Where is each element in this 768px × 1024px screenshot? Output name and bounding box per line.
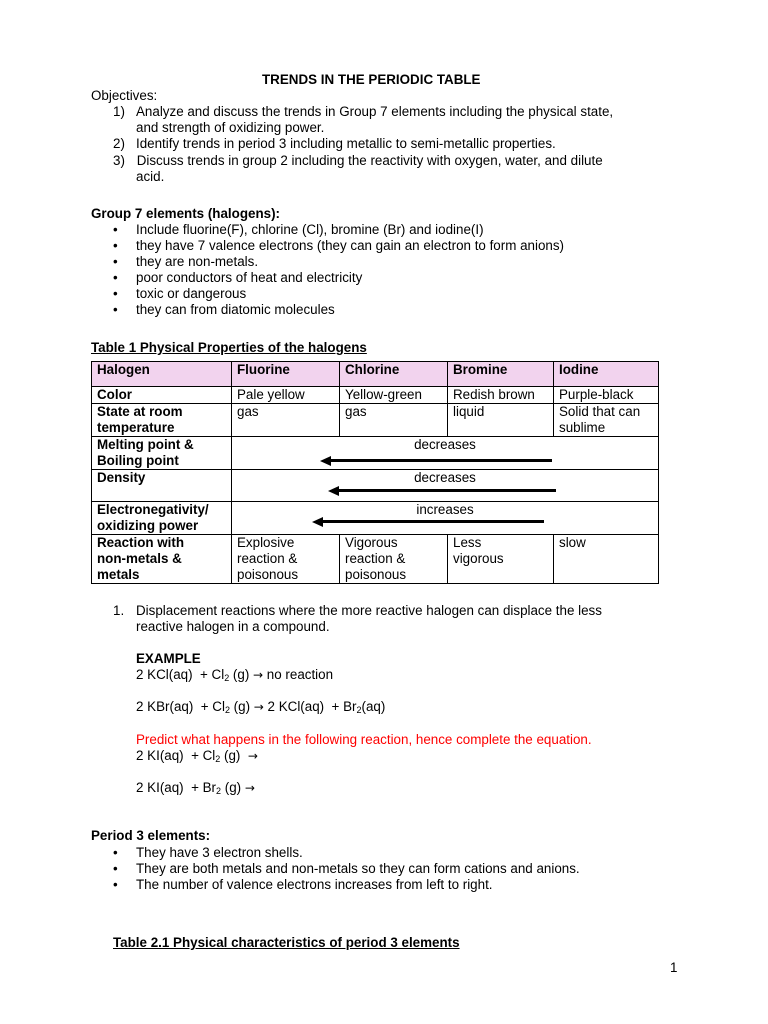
list-item: The number of valence electrons increases from left to right. — [136, 877, 493, 892]
table-row — [92, 387, 659, 404]
trend-cell — [232, 502, 659, 535]
trend-label: decreases — [414, 470, 476, 485]
list-number: 1. — [113, 603, 125, 618]
paragraph-line: Displacement reactions where the more reactive halogen can displace the less — [136, 603, 602, 618]
predict-instruction: Predict what happens in the following reaction, hence complete the equation. — [136, 732, 592, 747]
table-cell: Less vigorous — [448, 535, 554, 584]
table-cell: gas — [340, 404, 448, 437]
table-cell: Redish brown — [448, 387, 554, 404]
example-label: EXAMPLE — [136, 651, 201, 666]
row-label: Color — [92, 387, 232, 404]
row-label: Reaction with non-metals & metals — [92, 535, 232, 584]
table-cell: Pale yellow — [232, 387, 340, 404]
table-row — [92, 404, 659, 437]
list-item: they have 7 valence electrons (they can gain an electron to form anions) — [136, 238, 565, 253]
objective-text: Discuss trends in group 2 including the reactivity with oxygen, water, and dilute — [133, 153, 603, 168]
trend-label: decreases — [414, 437, 476, 452]
group7-heading: Group 7 elements (halogens): — [91, 206, 280, 221]
table2-caption: Table 2.1 Physical characteristics of period 3 elements — [113, 935, 460, 950]
table-row — [92, 437, 659, 470]
arrow-icon: → — [247, 749, 258, 763]
list-item: They are both metals and non-metals so they can form cations and anions. — [136, 861, 580, 876]
arrow-head-icon — [328, 486, 339, 496]
table-cell: liquid — [448, 404, 554, 437]
period3-heading: Period 3 elements: — [91, 828, 211, 843]
table-cell: Solid that can sublime — [554, 404, 659, 437]
bullet-icon: • — [113, 302, 118, 317]
row-label: Melting point & Boiling point — [92, 437, 232, 470]
equation-3: 2 $KI(aq) + Cl_2$ (g) → — [136, 748, 258, 764]
table-cell: Explosive reaction & poisonous — [232, 535, 340, 584]
page-number: 1 — [670, 960, 678, 975]
bullet-icon: • — [113, 222, 118, 237]
halogen-properties-table — [91, 361, 659, 584]
trend-cell — [232, 437, 659, 470]
table-cell: Purple-black — [554, 387, 659, 404]
objective-number: 3) — [113, 153, 125, 168]
list-item: they are non-metals. — [136, 254, 259, 269]
objective-text: and strength of oxidizing power. — [136, 120, 325, 135]
arrow-icon: → — [253, 700, 264, 714]
list-item: they can from diatomic molecules — [136, 302, 335, 317]
table-cell: Yellow-green — [340, 387, 448, 404]
list-item: poor conductors of heat and electricity — [136, 270, 363, 285]
objective-number: 1) — [113, 104, 125, 119]
objective-text: Identify trends in period 3 including metallic to semi-metallic properties. — [136, 136, 556, 151]
column-header: Iodine — [554, 362, 659, 387]
bullet-icon: • — [113, 270, 118, 285]
arrow-icon: → — [244, 781, 255, 795]
column-header: Fluorine — [232, 362, 340, 387]
row-label: State at room temperature — [92, 404, 232, 437]
table-row — [92, 502, 659, 535]
table-cell: slow — [554, 535, 659, 584]
arrow-icon: → — [253, 668, 264, 682]
trend-cell — [232, 470, 659, 502]
bullet-icon: • — [113, 877, 118, 892]
paragraph-line: reactive halogen in a compound. — [136, 619, 330, 634]
list-item: They have 3 electron shells. — [136, 845, 303, 860]
list-item: toxic or dangerous — [136, 286, 247, 301]
arrow-head-icon — [320, 456, 331, 466]
equation-2: 2 $KBr(aq) + Cl_2$ (g) → 2 $KCl(aq) + Br_2(aq)$ — [136, 699, 386, 715]
table-cell: gas — [232, 404, 340, 437]
objectives-heading: Objectives: — [91, 88, 158, 103]
table-row — [92, 470, 659, 502]
list-item: Include fluorine(F), chlorine (Cl), bromine (Br) and iodine(I) — [136, 222, 484, 237]
bullet-icon: • — [113, 286, 118, 301]
row-label: Electronegativity/ oxidizing power — [92, 502, 232, 535]
table-header-row — [92, 362, 659, 387]
equation-1: 2 $KCl(aq) + Cl_2$ (g) → no reaction — [136, 667, 334, 683]
table1-caption: Table 1 Physical Properties of the halogens — [91, 340, 367, 355]
left-arrow-icon — [327, 459, 552, 462]
bullet-icon: • — [113, 238, 118, 253]
page-title: TRENDS IN THE PERIODIC TABLE — [262, 72, 481, 87]
left-arrow-icon — [335, 489, 556, 492]
equation-4: 2 $KI(aq) + Br_2$ (g) → — [136, 780, 255, 796]
table-cell: Vigorous reaction & poisonous — [340, 535, 448, 584]
trend-label: increases — [416, 502, 474, 517]
arrow-head-icon — [312, 517, 323, 527]
bullet-icon: • — [113, 861, 118, 876]
column-header: Bromine — [448, 362, 554, 387]
objective-text: acid. — [136, 169, 165, 184]
bullet-icon: • — [113, 845, 118, 860]
objective-text: Analyze and discuss the trends in Group 7 elements including the physical state, — [136, 104, 614, 119]
column-header: Chlorine — [340, 362, 448, 387]
left-arrow-icon — [319, 520, 544, 523]
row-label: Density — [92, 470, 232, 502]
table-row — [92, 535, 659, 584]
bullet-icon: • — [113, 254, 118, 269]
column-header: Halogen — [92, 362, 232, 387]
objective-number: 2) — [113, 136, 125, 151]
